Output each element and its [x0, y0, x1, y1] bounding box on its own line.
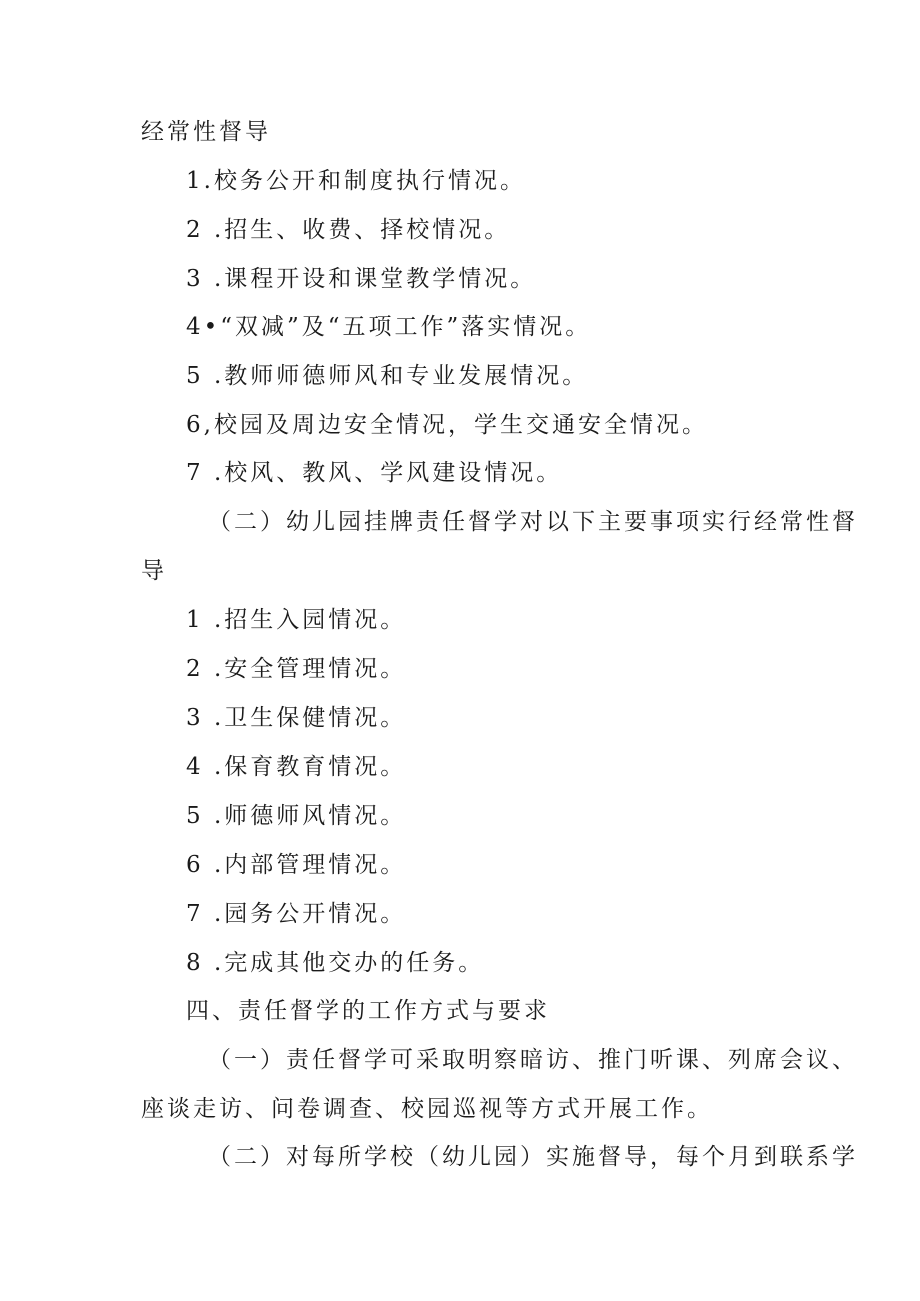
list-item: 2 .安全管理情况。: [186, 656, 407, 682]
list-item: 3 .卫生保健情况。: [186, 705, 407, 731]
list-item: 6,校园及周边安全情况，学生交通安全情况。: [186, 412, 708, 438]
list-item: 5 .师德师风情况。: [186, 803, 407, 829]
section-heading: （二）幼儿园挂牌责任督学对以下主要事项实行经常性督: [208, 509, 858, 535]
list-item: 6 .内部管理情况。: [186, 852, 407, 878]
list-item: 8 .完成其他交办的任务。: [186, 950, 485, 976]
list-item: 7 .园务公开情况。: [186, 901, 407, 927]
list-item: 4•“双减”及“五项工作”落实情况。: [186, 314, 592, 340]
paragraph-line: 座谈走访、问卷调查、校园巡视等方式开展工作。: [141, 1096, 713, 1122]
list-item: 1.校务公开和制度执行情况。: [186, 168, 526, 194]
list-item: 4 .保育教育情况。: [186, 754, 407, 780]
paragraph-line: （一）责任督学可采取明察暗访、推门听课、列席会议、: [208, 1047, 858, 1073]
list-item: 1 .招生入园情况。: [186, 607, 407, 633]
list-item: 2 .招生、收费、择校情况。: [186, 217, 511, 243]
paragraph-line: （二）对每所学校（幼儿园）实施督导，每个月到联系学: [208, 1144, 858, 1170]
list-item: 3 .课程开设和课堂教学情况。: [186, 266, 537, 292]
list-item: 7 .校风、教风、学风建设情况。: [186, 460, 563, 486]
text-line: 导: [141, 558, 167, 584]
section-heading: 四、责任督学的工作方式与要求: [186, 998, 550, 1024]
list-item: 5 .教师师德师风和专业发展情况。: [186, 363, 589, 389]
text-line: 经常性督导: [141, 119, 271, 145]
